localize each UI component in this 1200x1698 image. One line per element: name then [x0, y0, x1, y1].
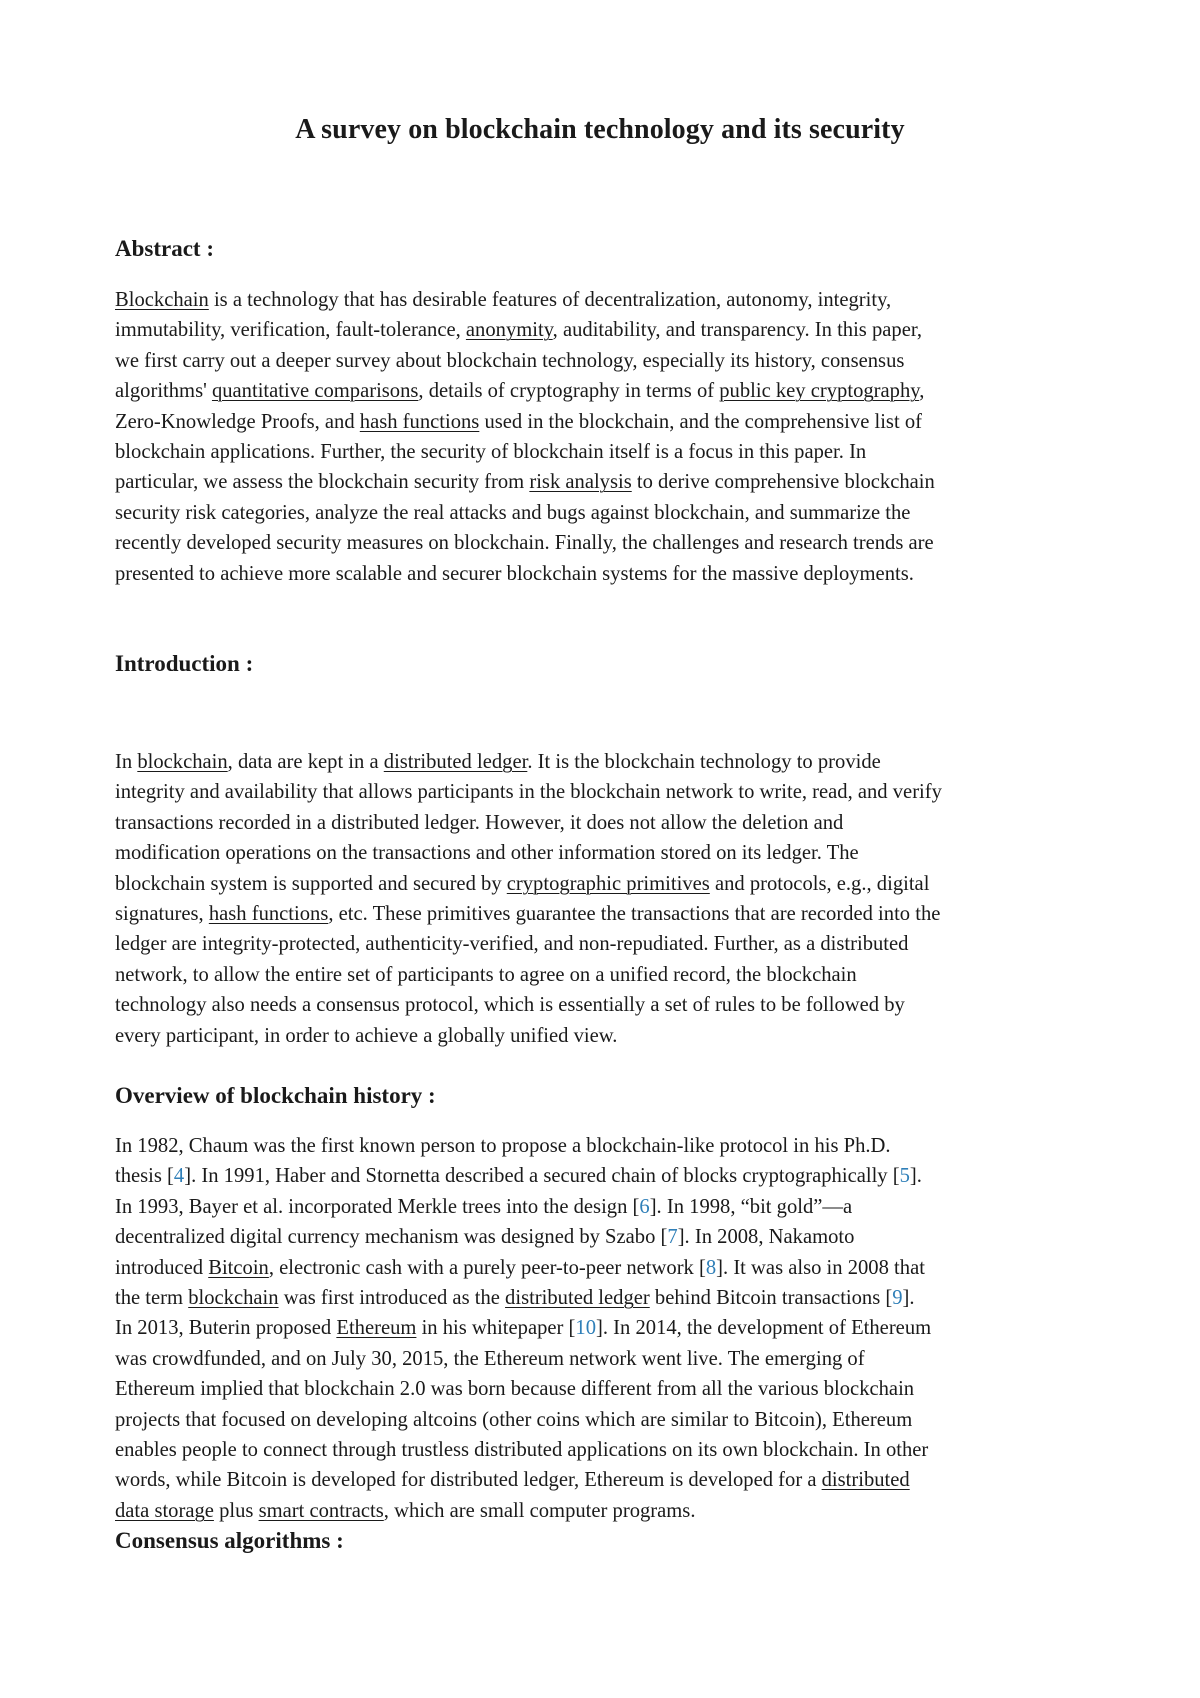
text-span: blockchain applications. Further, the security of blockchain itself is a focus in this paper. In: [115, 441, 867, 464]
inline-link[interactable]: distributed: [821, 1469, 910, 1492]
text-span: blockchain system is supported and secured by: [115, 872, 507, 895]
inline-link[interactable]: data storage: [115, 1499, 214, 1522]
introduction-paragraph: [115, 747, 1105, 1051]
text-span: recently developed security measures on blockchain. Finally, the challenges and research trends are: [115, 532, 934, 555]
citation-link[interactable]: 10: [575, 1317, 597, 1340]
text-line: [115, 1192, 1105, 1222]
consensus-heading: Consensus algorithms :: [115, 1528, 344, 1553]
text-line: [115, 315, 1105, 345]
citation-link[interactable]: 4: [173, 1165, 185, 1188]
text-span: used in the blockchain, and the comprehensive list of: [479, 410, 922, 433]
text-span: , auditability, and transparency. In this paper,: [552, 319, 923, 342]
inline-link[interactable]: Blockchain: [115, 289, 209, 311]
text-span: was first introduced as the: [278, 1287, 506, 1310]
text-span: network, to allow the entire set of participants to agree on a unified record, the blockchain: [115, 963, 857, 986]
citation-link[interactable]: 7: [667, 1226, 678, 1249]
text-span: In 2013, Buterin proposed: [115, 1317, 337, 1340]
text-line: [115, 1253, 1105, 1283]
text-span: ]. In 2008, Nakamoto: [677, 1226, 855, 1249]
text-span: particular, we assess the blockchain security from: [115, 471, 530, 494]
text-span: In 1982, Chaum was the first known person to propose a blockchain-like protocol in his Ph.D.: [115, 1135, 891, 1157]
text-span: behind Bitcoin transactions [: [649, 1287, 893, 1310]
inline-link[interactable]: hash functions: [359, 410, 480, 433]
text-line: [115, 437, 1105, 467]
text-span: was crowdfunded, and on July 30, 2015, the Ethereum network went live. The emerging of: [115, 1347, 865, 1370]
text-line: [115, 1344, 1105, 1374]
inline-link[interactable]: distributed ledger: [505, 1287, 650, 1310]
inline-link[interactable]: cryptographic primitives: [506, 872, 710, 895]
text-line: [115, 1405, 1105, 1435]
text-line: [115, 990, 1105, 1020]
text-line: [115, 1374, 1105, 1404]
text-span: presented to achieve more scalable and securer blockchain systems for the massive deployments.: [115, 562, 914, 585]
text-line: [115, 869, 1105, 899]
text-span: plus: [213, 1499, 259, 1522]
text-span: algorithms': [115, 380, 212, 403]
text-line: [115, 1465, 1105, 1495]
inline-link[interactable]: public key cryptography: [719, 380, 920, 403]
text-span: projects that focused on developing altcoins (other coins which are similar to Bitcoin), Ethereum: [115, 1408, 913, 1431]
text-line: [115, 929, 1105, 959]
text-span: to derive comprehensive blockchain: [631, 471, 935, 494]
inline-link[interactable]: hash functions: [208, 903, 329, 926]
text-span: words, while Bitcoin is developed for distributed ledger, Ethereum is developed for a: [115, 1469, 822, 1492]
text-span: Zero-Knowledge Proofs, and: [115, 410, 360, 433]
text-span: the term: [115, 1287, 189, 1310]
text-span: , which are small computer programs.: [383, 1499, 696, 1522]
text-span: in his whitepaper [: [416, 1317, 576, 1340]
history-paragraph: [115, 1131, 1105, 1526]
citation-link[interactable]: 6: [639, 1195, 650, 1218]
text-line: [115, 777, 1105, 807]
text-span: ]. In 2014, the development of Ethereum: [596, 1317, 932, 1340]
text-span: thesis [: [115, 1165, 174, 1188]
citation-link[interactable]: 9: [892, 1287, 903, 1310]
text-span: . It is the blockchain technology to provide: [527, 751, 881, 773]
text-span: and protocols, e.g., digital: [709, 872, 930, 895]
text-span: In: [115, 751, 138, 773]
text-line: [115, 899, 1105, 929]
text-span: In 1993, Bayer et al. incorporated Merkle trees into the design [: [115, 1195, 640, 1218]
text-span: decentralized digital currency mechanism was designed by Szabo [: [115, 1226, 668, 1249]
text-line: [115, 346, 1105, 376]
inline-link[interactable]: risk analysis: [529, 471, 632, 494]
text-span: is a technology that has desirable features of decentralization, autonomy, integrity,: [208, 289, 892, 311]
text-line: [115, 1283, 1105, 1313]
text-line: [115, 1313, 1105, 1343]
abstract-heading: Abstract :: [115, 236, 214, 261]
text-span: , etc. These primitives guarantee the transactions that are recorded into the: [328, 903, 941, 926]
text-line: [115, 808, 1105, 838]
inline-link[interactable]: Bitcoin: [208, 1256, 269, 1279]
text-span: enables people to connect through trustless distributed applications on its own blockchain. In other: [115, 1439, 929, 1462]
text-line: [115, 559, 1105, 589]
text-span: ledger are integrity-protected, authenticity-verified, and non-repudiated. Further, as a distributed: [115, 933, 909, 956]
inline-link[interactable]: anonymity: [465, 319, 553, 342]
text-line: [115, 1222, 1105, 1252]
citation-link[interactable]: 8: [705, 1256, 717, 1279]
inline-link[interactable]: Ethereum: [336, 1317, 417, 1340]
text-span: ].: [902, 1287, 915, 1310]
text-line: [115, 528, 1105, 558]
text-span: , data are kept in a: [227, 751, 384, 773]
inline-link[interactable]: quantitative comparisons: [211, 380, 419, 403]
text-line: [115, 838, 1105, 868]
text-line: [115, 1161, 1105, 1191]
text-line: [115, 1435, 1105, 1465]
document-title: A survey on blockchain technology and its security: [295, 114, 905, 145]
text-line: [115, 498, 1105, 528]
text-line: [115, 376, 1105, 406]
history-heading: Overview of blockchain history :: [115, 1083, 436, 1108]
text-span: ]. In 1991, Haber and Stornetta described a secured chain of blocks cryptographically [: [184, 1165, 900, 1188]
introduction-heading: Introduction :: [115, 651, 254, 676]
text-span: signatures,: [115, 903, 209, 926]
text-line: [115, 407, 1105, 437]
inline-link[interactable]: smart contracts: [258, 1499, 384, 1522]
text-span: security risk categories, analyze the real attacks and bugs against blockchain, and summarize the: [115, 501, 911, 524]
text-span: modification operations on the transactions and other information stored on its ledger. The: [115, 842, 859, 865]
text-line: [115, 747, 1105, 777]
text-line: [115, 285, 1105, 315]
text-span: we first carry out a deeper survey about blockchain technology, especially its history, consensus: [115, 349, 905, 372]
text-span: introduced: [115, 1256, 209, 1279]
text-span: ,: [919, 380, 925, 403]
text-span: ]. It was also in 2008 that: [716, 1256, 925, 1279]
abstract-paragraph: [115, 285, 1105, 589]
inline-link[interactable]: blockchain: [188, 1287, 279, 1310]
text-line: [115, 960, 1105, 990]
text-span: , details of cryptography in terms of: [418, 380, 720, 403]
text-line: [115, 1496, 1105, 1526]
text-span: ].: [909, 1165, 922, 1188]
text-line: [115, 1021, 1105, 1051]
text-span: transactions recorded in a distributed ledger. However, it does not allow the deletion and: [115, 811, 844, 834]
text-line: [115, 467, 1105, 497]
inline-link[interactable]: blockchain: [137, 751, 228, 773]
text-span: integrity and availability that allows participants in the blockchain network to write, read, and verify: [115, 781, 942, 804]
text-span: technology also needs a consensus protocol, which is essentially a set of rules to be followed by: [115, 994, 905, 1017]
inline-link[interactable]: distributed ledger: [383, 751, 528, 773]
text-line: [115, 1131, 1105, 1161]
text-span: , electronic cash with a purely peer-to-peer network [: [268, 1256, 706, 1279]
text-span: ]. In 1998, “bit gold”—a: [649, 1195, 853, 1218]
text-span: immutability, verification, fault-tolerance,: [115, 319, 466, 342]
citation-link[interactable]: 5: [899, 1165, 910, 1188]
text-span: every participant, in order to achieve a globally unified view.: [115, 1024, 618, 1047]
text-span: Ethereum implied that blockchain 2.0 was born because different from all the various blockchain: [115, 1378, 915, 1401]
